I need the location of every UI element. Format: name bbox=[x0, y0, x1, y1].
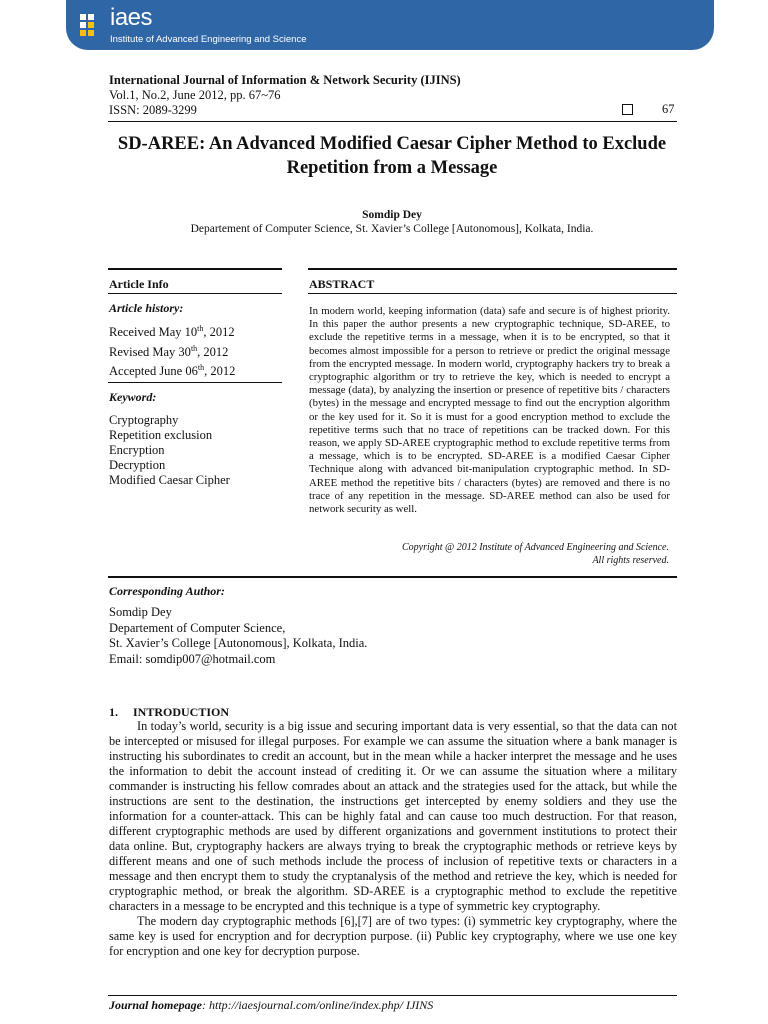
keyword-item: Cryptography bbox=[109, 413, 179, 427]
journal-name: International Journal of Information & Network Security (IJINS) bbox=[109, 73, 461, 87]
history-divider bbox=[108, 382, 282, 383]
abstract-text: In modern world, keeping information (data) safe and secure is of highest priority. In this paper the author presents a new cryptographic technique, SD-AREE, to exclude the repetitive terms in a message, when it is to be encrypted, so that it becomes almost impossible for a person to retrieve or predict the original message from the encrypted message. In modern world, cryptography hackers try to break a cryptographic algorithm or try to retrieve the key, which is needed to encrypt a message (data), by analyzing the insertion or presence of repetitive bits / characters (bytes) in the message and encrypted message to find out the encryption algorithm or the key used for it. So it is must for a good encryption method to exclude the repetitive terms such that no trace of repetitions can be tracked down. For this reason, we apply SD-AREE cryptographic method to exclude repetitive terms from a message, which is to be encrypted. SD-AREE is a modified Caesar Cipher Technique along with advanced bit-manipulation cryptographic method. In SD-AREE method the repetitive bits / characters (bytes) are removed and there is no trace of any repetition in the message. SD-AREE method can also be used for network security as well. bbox=[309, 305, 670, 516]
publisher-logo-text: iaes bbox=[110, 4, 153, 31]
corresponding-email: Email: somdip007@hotmail.com bbox=[109, 651, 276, 666]
keyword-item: Decryption bbox=[109, 458, 166, 472]
copyright-line: Copyright @ 2012 Institute of Advanced Engineering and Science. bbox=[401, 542, 669, 553]
rights-line: All rights reserved. bbox=[592, 555, 669, 566]
iaes-logo-icon bbox=[78, 12, 100, 38]
introduction-body bbox=[109, 719, 677, 959]
keyword-item: Modified Caesar Cipher bbox=[109, 473, 230, 487]
abstract-heading-rule bbox=[308, 293, 677, 294]
square-bullet-icon bbox=[622, 104, 633, 115]
publisher-name: Institute of Advanced Engineering and Science bbox=[110, 34, 307, 45]
info-bottom-rule bbox=[108, 576, 677, 578]
homepage-label: Journal homepage bbox=[109, 998, 203, 1012]
received-date: Received May 10th, 2012 bbox=[109, 324, 235, 340]
journal-volume: Vol.1, No.2, June 2012, pp. 67~76 bbox=[109, 88, 281, 102]
page-number: 67 bbox=[662, 102, 675, 116]
corresponding-college: St. Xavier’s College [Autonomous], Kolkata, India. bbox=[109, 636, 368, 650]
accepted-date: Accepted June 06th, 2012 bbox=[109, 363, 236, 379]
paper-title: SD-AREE: An Advanced Modified Caesar Cipher Method to Exclude Repetition from a Message bbox=[117, 134, 667, 178]
article-history bbox=[109, 321, 235, 380]
keyword-list bbox=[109, 413, 230, 488]
article-info-heading-rule bbox=[108, 293, 282, 294]
copyright-notice bbox=[309, 541, 669, 567]
header-divider bbox=[108, 121, 677, 122]
article-info-heading: Article Info bbox=[109, 277, 169, 291]
article-info-top-rule bbox=[108, 268, 282, 270]
journal-homepage bbox=[109, 998, 433, 1013]
footer-rule bbox=[108, 995, 677, 996]
author-name: Somdip Dey bbox=[362, 209, 422, 221]
section-heading: 1. INTRODUCTION bbox=[109, 705, 230, 719]
publisher-banner bbox=[66, 0, 714, 50]
corresponding-department: Departement of Computer Science, bbox=[109, 620, 286, 635]
corresponding-author-block bbox=[109, 605, 367, 667]
keyword-heading: Keyword: bbox=[109, 390, 157, 404]
homepage-link[interactable]: : http://iaesjournal.com/online/index.php/ IJINS bbox=[202, 998, 434, 1012]
abstract-heading: ABSTRACT bbox=[309, 277, 375, 291]
corresponding-name: Somdip Dey bbox=[109, 605, 172, 619]
paragraph: In today’s world, security is a big issue and securing important data is very essential, so that the data can not be intercepted or misused for illegal purposes. For example we can assume the situation where a bank manager is instructing his subordinates to credit an account, but in the mean while a hacker interpret the message and he uses the information to debit the account instead of crediting it. Or we can assume the situation where a military commander is instructing his fellow comrades about an attack and the strategies used for the attack, but while the instructions are sent to the destination, the instructions get intercepted by enemy soldiers and they use the information for a counter-attack. This can be highly fatal and can cause too much destruction. For that reason, different cryptographic methods are used by different organizations and government institutions to protect their data online. But, cryptography hackers are always trying to break the cryptographic methods or retrieve keys by different means and one of such methods include the process of inclusion of repetitive texts or characters in a message and then encrypt them to study the cryptanalysis of the method and retrieve the key, which is needed for cryptographic method, or break the algorithm. SD-AREE is a cryptographic method to exclude the repetitive characters in a message to be encrypted and this technique is a type of symmetric key cryptography. bbox=[109, 719, 677, 913]
keyword-item: Encryption bbox=[109, 443, 165, 457]
article-history-heading: Article history: bbox=[109, 301, 184, 315]
abstract-top-rule bbox=[308, 268, 677, 270]
author-affiliation: Departement of Computer Science, St. Xavier’s College [Autonomous], Kolkata, India. bbox=[190, 223, 594, 235]
paragraph: The modern day cryptographic methods [6],[7] are of two types: (i) symmetric key cryptography, where the same key is used for encryption and for decryption purpose. (ii) Public key cryptography, where we use one key for encryption and one key for decryption purpose. bbox=[109, 914, 677, 958]
corresponding-author-heading: Corresponding Author: bbox=[109, 584, 225, 598]
keyword-item: Repetition exclusion bbox=[109, 428, 213, 442]
revised-date: Revised May 30th, 2012 bbox=[109, 343, 229, 359]
journal-issn: ISSN: 2089-3299 bbox=[109, 103, 197, 117]
